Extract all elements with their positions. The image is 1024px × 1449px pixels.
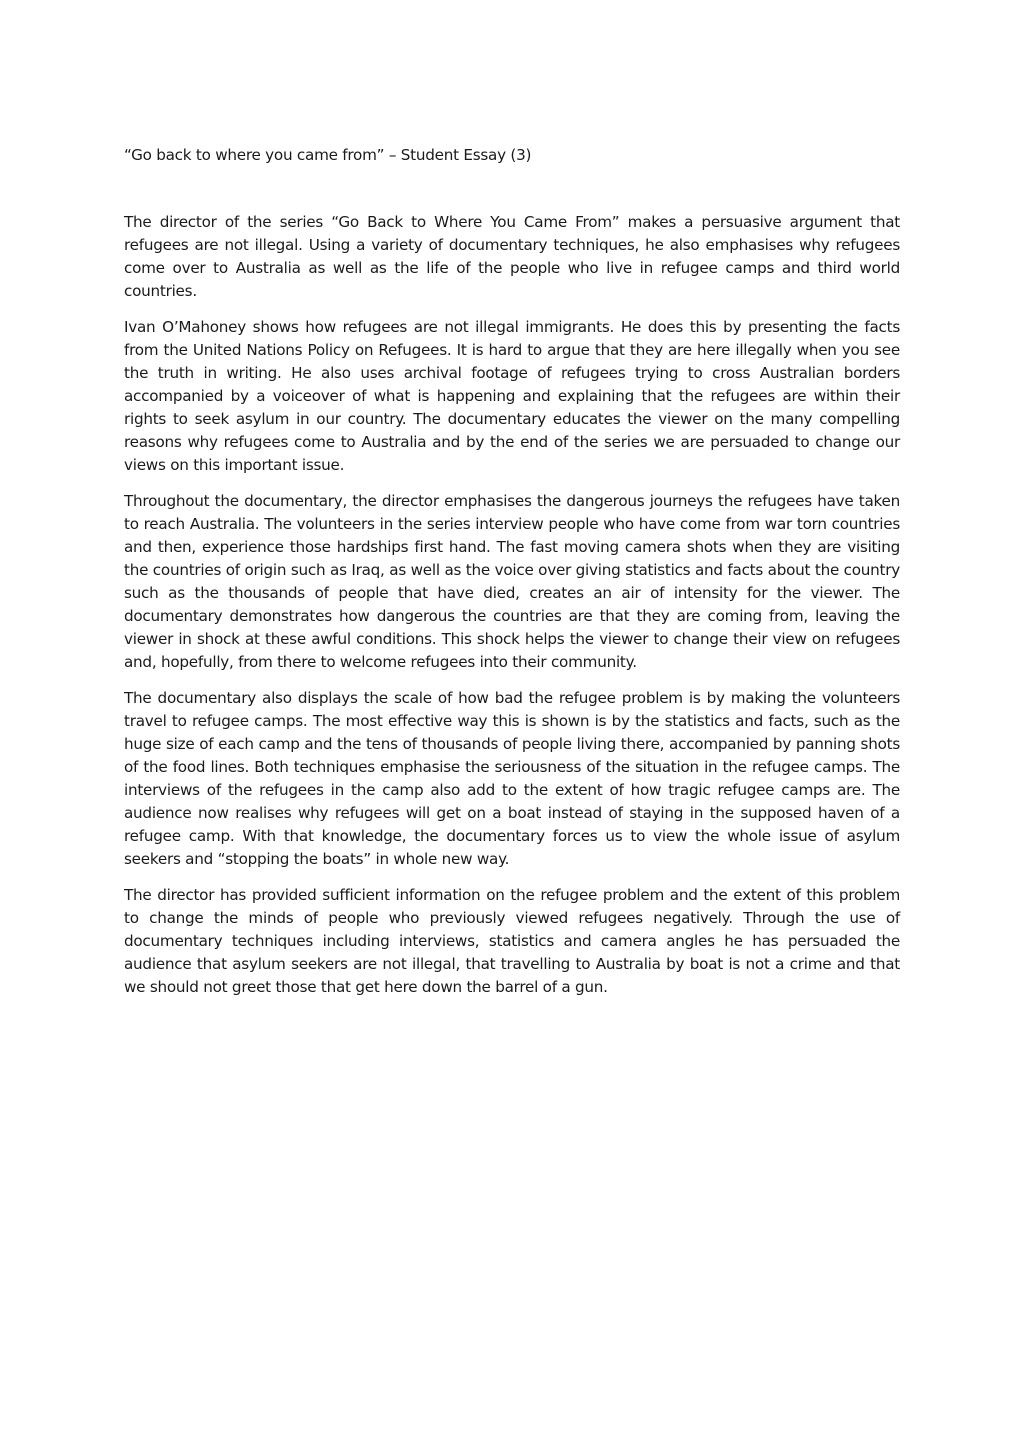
document-body — [124, 144, 900, 1012]
paragraph-dangerous-journeys: Throughout the documentary, the director emphasises the dangerous journeys the refugees have taken to reach Australia. The volunteers in the series interview people who have come from war torn countries and then, experience those hardships first hand. The fast moving camera shots when they are visiting the countries of origin such as Iraq, as well as the voice over giving statistics and facts about the country such as the thousands of people that have died, creates an air of intensity for the viewer. The documentary demonstrates how dangerous the countries are that they are coming from, leaving the viewer in shock at these awful conditions. This shock helps the viewer to change their view on refugees and, hopefully, from there to welcome refugees into their community. — [124, 492, 900, 671]
paragraph-introduction: The director of the series “Go Back to Where You Came From” makes a persuasive argument that refugees are not illegal. Using a variety of documentary techniques, he also emphasises why refugees come over to Australia as well as the life of the people who live in refugee camps and third world countries. — [124, 213, 900, 300]
essay-title: “Go back to where you came from” – Student Essay (3) — [124, 146, 532, 164]
paragraph-refugee-camps: The documentary also displays the scale of how bad the refugee problem is by making the volunteers travel to refugee camps. The most effective way this is shown is by the statistics and facts, such as the huge size of each camp and the tens of thousands of people living there, accompanied by panning shots of the food lines. Both techniques emphasise the seriousness of the situation in the refugee camps. The interviews of the refugees in the camp also add to the extent of how tragic refugee camps are. The audience now realises why refugees will get on a boat instead of staying in the supposed haven of a refugee camp. With that knowledge, the documentary forces us to view the whole issue of asylum seekers and “stopping the boats” in whole new way. — [124, 689, 900, 868]
paragraph-not-illegal: Ivan O’Mahoney shows how refugees are not illegal immigrants. He does this by presenting the facts from the United Nations Policy on Refugees. It is hard to argue that they are here illegally when you see the truth in writing. He also uses archival footage of refugees trying to cross Australian borders accompanied by a voiceover of what is happening and explaining that the refugees are within their rights to seek asylum in our country. The documentary educates the viewer on the many compelling reasons why refugees come to Australia and by the end of the series we are persuaded to change our views on this important issue. — [124, 318, 900, 474]
paragraph-conclusion: The director has provided sufficient information on the refugee problem and the extent of this problem to change the minds of people who previously viewed refugees negatively. Through the use of documentary techniques including interviews, statistics and camera angles he has persuaded the audience that asylum seekers are not illegal, that travelling to Australia by boat is not a crime and that we should not greet those that get here down the barrel of a gun. — [124, 886, 900, 996]
